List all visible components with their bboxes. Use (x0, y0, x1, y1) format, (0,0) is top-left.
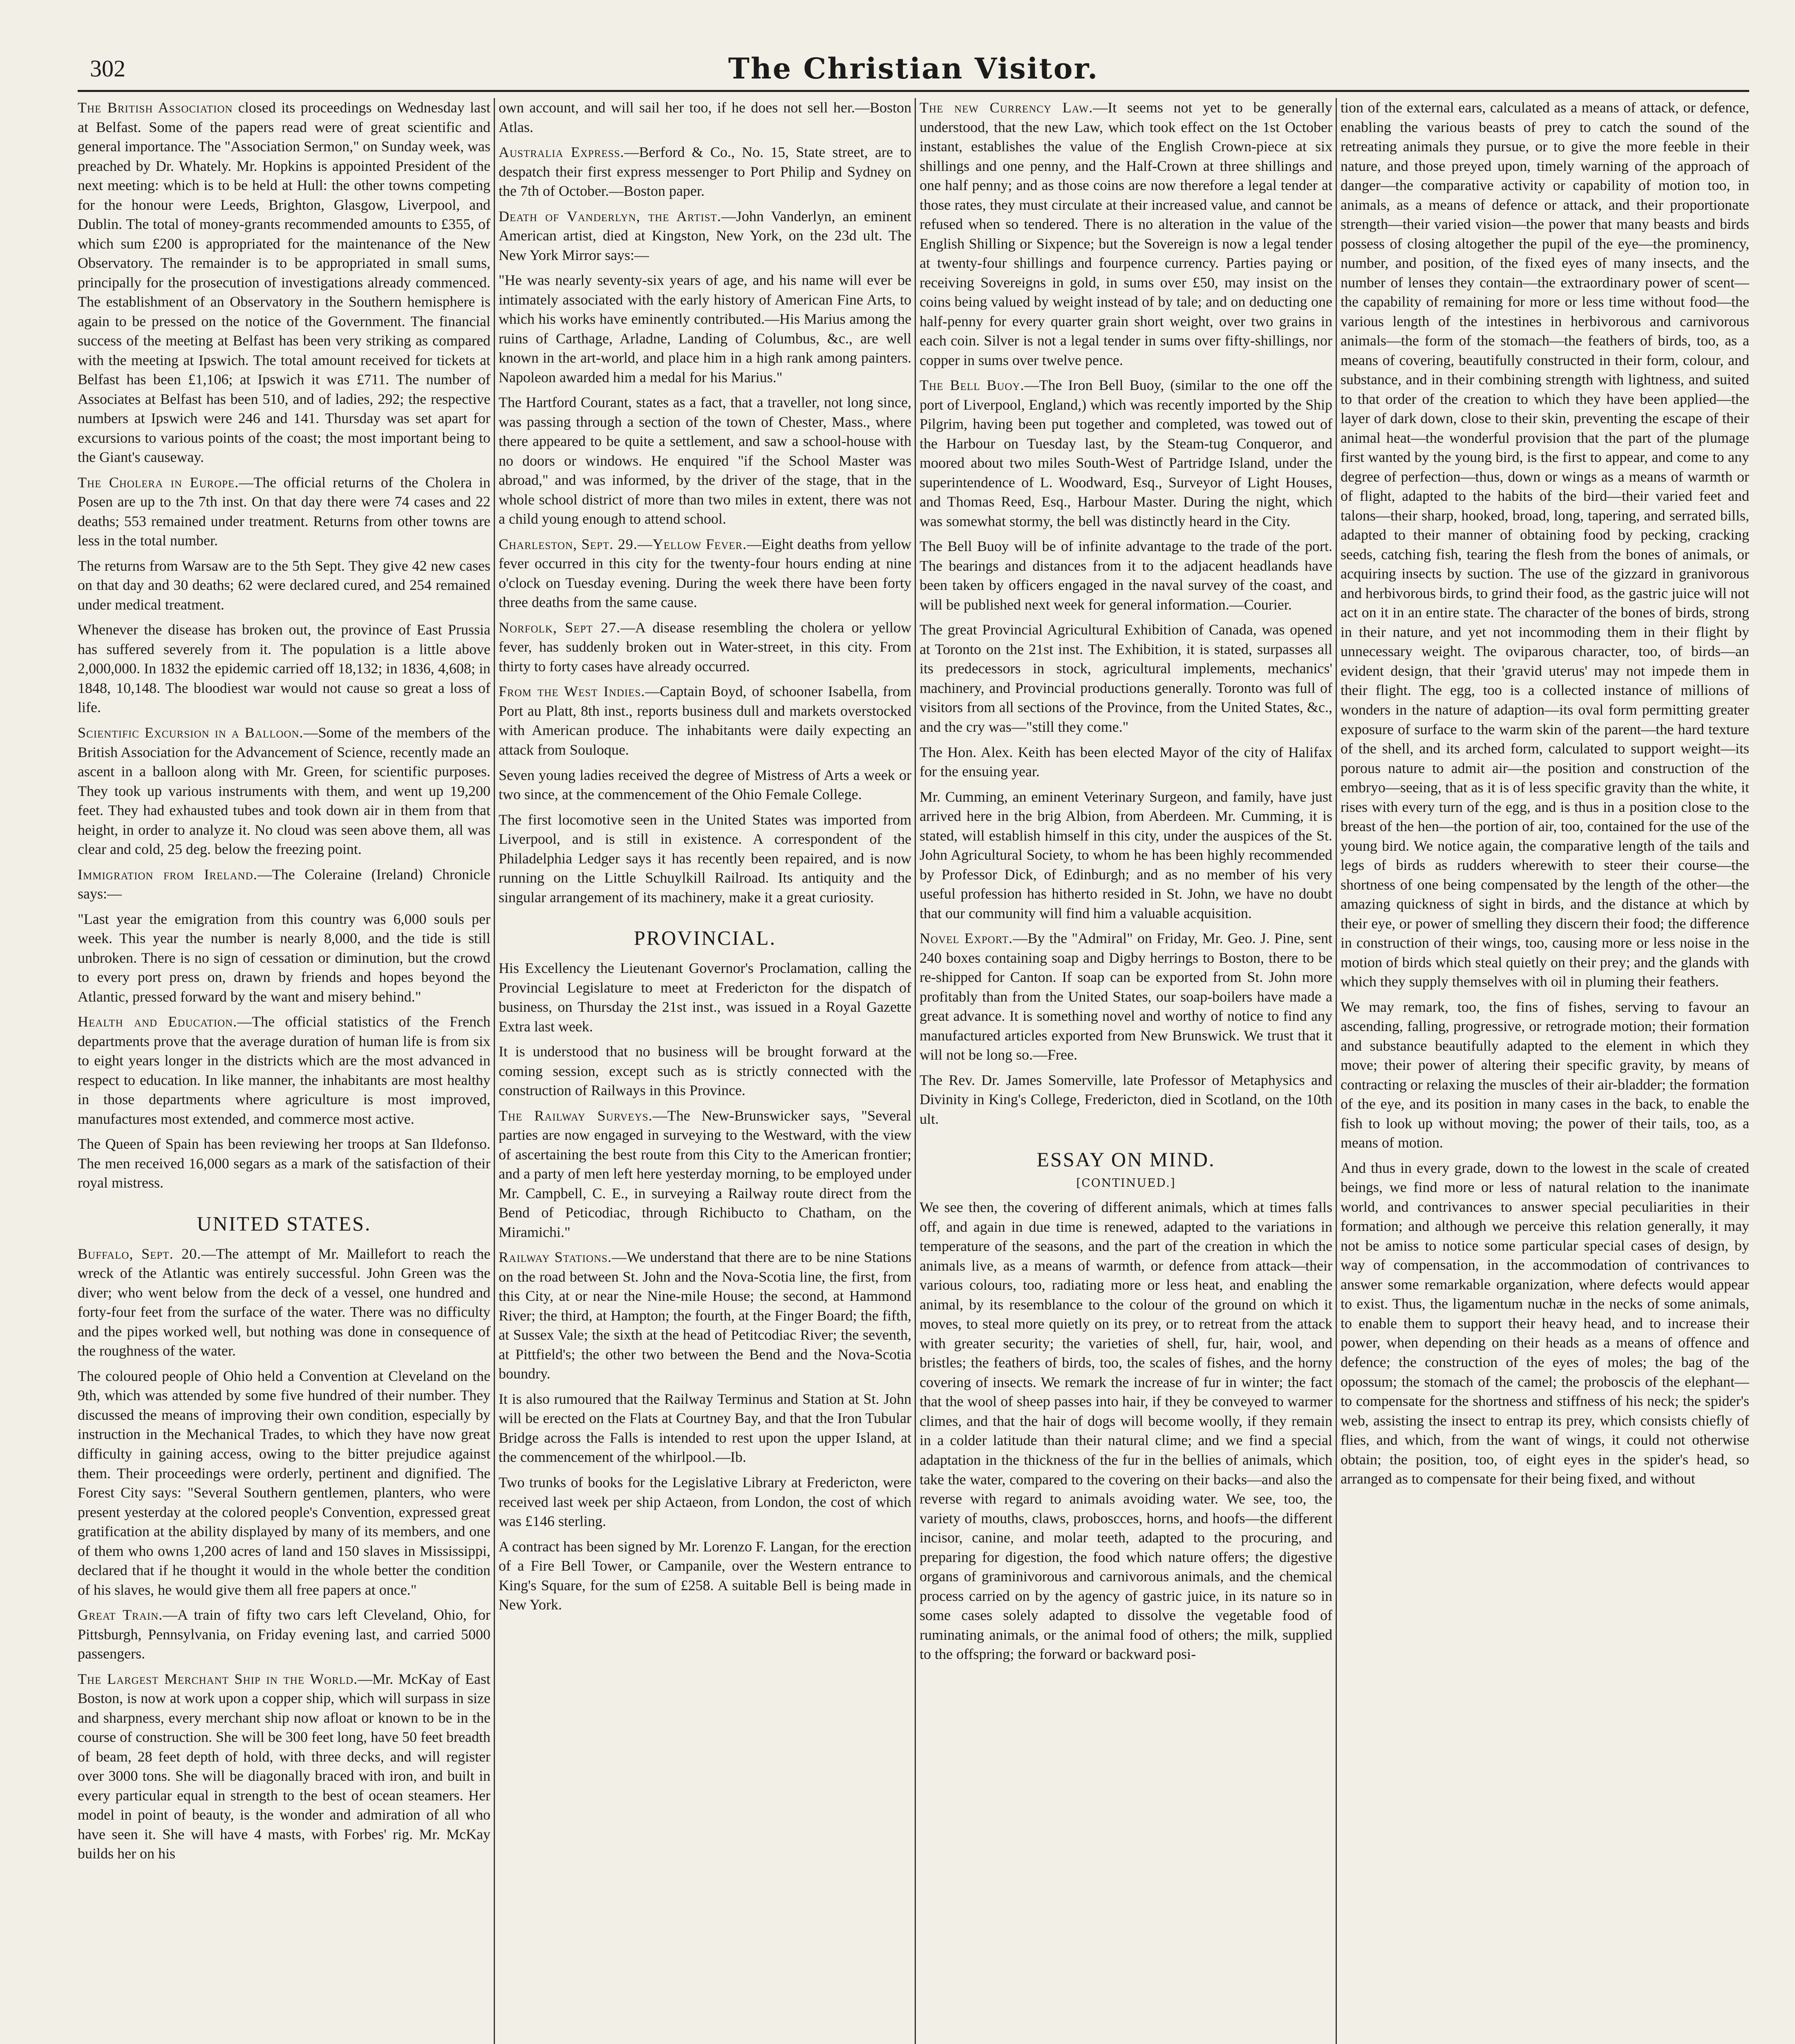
news-item (78, 1367, 490, 1600)
item-heading: Norfolk, Sept 27. (499, 619, 621, 636)
news-item (499, 393, 911, 529)
news-item (499, 143, 911, 201)
item-heading: Novel Export. (920, 930, 1013, 947)
item-text: —The attempt of Mr. Maillefort to reach the wreck of the Atlantic was entirely successful. John Green was the diver; who went below from the deck of a vessel, one hundred and forty-four feet from the surface of the water. There was no difficulty and the pipes worked well, but nothing was done in consequence of the roughness of the water. (78, 1245, 490, 1359)
item-heading: The Cholera in Europe. (78, 474, 239, 491)
news-item (1341, 98, 1749, 992)
news-item (920, 620, 1332, 737)
news-item (920, 929, 1332, 1065)
news-item (499, 1042, 911, 1100)
item-text: —The New-Brunswicker says, "Several parties are now engaged in surveying to the Westward, with the view of ascertaining the best route from this City to the American frontier; and a party of men left here yesterday morning, to be employed under Mr. Campbell, C. E., in surveying a Railway route direct from the Bend of Peticodiac, through Richibucto to Chatham, on the Miramichi." (499, 1107, 911, 1240)
item-text: It is also rumoured that the Railway Terminus and Station at St. John will be erected on the Flats at Courtney Bay, and that the Iron Tubular Bridge across the Falls is intended to rest upon the upper Island, at the commencement of the whirlpool.—Ib. (499, 1390, 911, 1466)
column-1 (78, 98, 490, 2044)
news-item (499, 810, 911, 908)
news-item (1341, 997, 1749, 1153)
item-text: own account, and will sail her too, if he does not sell her.—Boston Atlas. (499, 99, 911, 135)
section-heading: ESSAY ON MIND. (1036, 1148, 1215, 1171)
item-heading: The Largest Merchant Ship in the World. (78, 1670, 358, 1687)
masthead-title: The Christian Visitor. (728, 52, 1099, 85)
news-item (78, 910, 490, 1007)
news-item (78, 865, 490, 904)
item-text: The Rev. Dr. James Somerville, late Professor of Metaphysics and Divinity in King's College, Fredericton, died in Scotland, on the 10th ult. (920, 1071, 1332, 1127)
news-item (78, 723, 490, 859)
item-text: We see then, the covering of different animals, which at times falls off, and again in due time is renewed, adapted to the variations in temperature of the seasons, and the part of the creation in which the animals live, as a means of warmth, or defence from attack—their various colours, too, radiating more or less heat, and enabling the animal, by its resemblance to the colour of the ground on which it moves, to steal more quietly on its prey, or to retreat from the attack with greater security; the varieties of shell, fur, hair, wool, and bristles; the feathers of birds, too, the scales of fishes, and the horny covering of insects. We remark the increase of fur in winter; the fact that the wool of sheep passes into hair, if they be conveyed to warmer climes, and that the hair of dogs will become woolly, if they remain in a colder latitude than their natural clime; and we find a special adaptation in the thickness of the fur in the bellies of animals, which take the water, compared to the covering on their backs—and also the reverse with regard to animals avoiding water. We see, too, the variety of mouths, claws, proboscces, horns, and hoofs—the different incisor, canine, and molar teeth, adapted to the procuring, and preparing for digestion, the food which nature offers; the digestive organs of graminivorous and carnivorous animals, and the chemical process carried on by the agency of gastric juice, in its nature so in some cases solely adapted to dissolve the vegetable food of ruminating animals, or the animal food of others; the milk, supplied to the offspring; the forward or backward posi- (920, 1199, 1332, 1663)
item-text: —By the "Admiral" on Friday, Mr. Geo. J. Pine, sent 240 boxes containing soap and Digby herrings to Boston, there to be re-shipped for Canton. If soap can be exported from St. John more profitably than from the United States, our soap-boilers have made a great advance. It is something novel and worthy of notice to find any manufactured articles exported from New Brunswick. We trust that it will not be long so.—Free. (920, 930, 1332, 1063)
item-text: —The Iron Bell Buoy, (similar to the one off the port of Liverpool, England,) which was recently imported by the Ship Pilgrim, having been put together and completed, was towed out of the Harbour on Tuesday last, by the Steam-tug Conqueror, and moored about two miles South-West of Partridge Island, under the superintendence of L. Woodward, Esq., Surveyor of Light Houses, and Thomas Reed, Esq., Harbour Master. During the night, which was somewhat stormy, the bell was distinctly heard in the City. (920, 377, 1332, 529)
item-text: The Queen of Spain has been reviewing her troops at San Ildefonso. The men received 16,000 segars as a mark of the satisfaction of their royal mistress. (78, 1136, 490, 1191)
item-heading: From the West Indies. (499, 683, 645, 700)
news-item (499, 535, 911, 612)
news-item (499, 1537, 911, 1615)
section-note: [CONTINUED.] (1076, 1176, 1176, 1190)
item-text: The Bell Buoy will be of infinite advantage to the trade of the port. The bearings and distances from it to the adjacent headlands have been taken by officers engaged in the naval survey of the coast, and will be published next week for general information.—Courier. (920, 538, 1332, 613)
news-item (78, 1605, 490, 1664)
item-text: —A train of fifty two cars left Cleveland, Ohio, for Pittsburgh, Pennsylvania, on Friday evening last, and carried 5000 passengers. (78, 1607, 490, 1662)
item-heading: Immigration from Ireland. (78, 866, 257, 883)
item-heading: The new Currency Law. (920, 99, 1093, 116)
news-item (78, 473, 490, 551)
news-item (499, 618, 911, 677)
item-text: —We understand that there are to be nine Stations on the road between St. John and the Nova-Scotia line, the first, from this City, at or near the Nine-mile House; the second, at Hammond River; the third, at Hampton; the fourth, at the Finger Board; the fifth, at Sussex Vale; the sixth at the head of Petitcodiac River; the seventh, at Pittfield's; the other two between the Bend and the Nova-Scotia boundry. (499, 1249, 911, 1382)
item-text: —John Vanderlyn, an eminent American artist, died at Kingston, New York, on the 23d ult. The New York Mirror says:— (499, 208, 911, 263)
item-text: Seven young ladies received the degree of Mistress of Arts a week or two since, at the commencement of the Ohio Female College. (499, 766, 911, 803)
item-text: The coloured people of Ohio held a Convention at Cleveland on the 9th, which was attended by some five hundred of their number. They discussed the means of improving their own condition, especially by instruction in the Mechanical Trades, to which they have now great difficulty in gaining access, owing to the bitter prejudice against them. Their proceedings were orderly, pertinent and dignified. The Forest City says: "Several Southern gentlemen, planters, who were present yesterday at the colored people's Convention, expressed great gratification at the ability displayed by many of its members, and one of them who owns 1,200 acres of land and 150 slaves in Mississippi, declared that if he thought it would in the whole better the condition of his slaves, he would give them all free papers at once." (78, 1367, 490, 1598)
item-text: "Last year the emigration from this country was 6,000 souls per week. This year the number is nearly 8,000, and the tide is still unbroken. There is no sign of cessation or diminution, but the crowd to every port press on, drawn by friends and hopes beyond the Atlantic, pressed forward by the want and misery behind." (78, 910, 490, 1005)
news-item (499, 271, 911, 387)
news-item (1341, 1159, 1749, 1489)
section-heading: PROVINCIAL. (633, 926, 777, 950)
item-text: —The official statistics of the French departments prove that the average duration of human life is from six to eight years longer in the districts which are the most advanced in respect to education. In like manner, the inhabitants are most healthy in those departments where agriculture is most improved, manufactures most extended, and commerce most active. (78, 1013, 490, 1127)
news-item (78, 1134, 490, 1193)
column-3 (920, 98, 1332, 2044)
section-heading: UNITED STATES. (197, 1212, 372, 1235)
news-item (499, 682, 911, 760)
item-heading: Australia Express. (499, 144, 624, 161)
news-item (78, 98, 490, 467)
item-text: His Excellency the Lieutenant Governor's Proclamation, calling the Provincial Legislature to meet at Fredericton for the dispatch of business, on Thursday the 21st inst., was issued in a Royal Gazette Extra last week. (499, 960, 911, 1035)
item-text: tion of the external ears, calculated as a means of attack, or defence, enabling the various beasts of prey to catch the sound of the retreating animals they pursue, or to give the more feeble in their nature, and those preyed upon, timely warning of the approach of danger—the comparative activity or capability of motion too, in animals, as a means of defence or attack, and their proportionate strength—their varied vision—the power that many beasts and birds possess of closing altogether the pupil of the eye—the prominency, number, and position, of the fixed eyes of many insects, and the number of lenses they contain—the extraordinary power of scent—the capability of remaining for more or less time without food—the various length of the intestines in herbivorous and carnivorous animals—the form of the stomach—the feathers of birds, too, as a means of covering, beautifully constructed in their form, colour, and substance, and in their combining strength with lightness, and suited to that order of the creation to which they have been applied—the layer of dark down, close to their skin, preventing the escape of their animal heat—the wonderful provision that the part of the plumage first wanted by the young bird, is the first to appear, and come to any degree of perfection—thus, down or wings as a means of warmth or of flight, adapted to the habits of the bird—their varied feet and talons—their sharp, hooked, broad, long, tapering, and serrated bills, adapted to their manner of obtaining food by pecking, cracking seeds, catching fish, tearing the flesh from the bones of animals, or acquiring insects by suction. The use of the gizzard in granivorous and herbivorous birds, to grind their food, as the gastric juice will not act on it in an entire state. The character of the bones of birds, strong in their nature, and yet not incommoding them in their flight by unnecessary weight. The oviparous character, too, of birds—an evident design, that their 'gravid uterus' may not impede them in their flight. The egg, too is a collected instance of millions of wonders in the nature of adaption—its oval form permitting greater exposure of surface to the warm skin of the parent—the hard texture of the shell, and its arched form, calculated to support weight—its porous nature to admit air—the position and construction of the embryo—seeing, that as it is of less specific gravity than the white, it rises with every turn of the egg, and is thus in a position close to the breast of the hen—the portion of air, too, contained for the use of the young bird. We notice again, the comparative length of the tails and legs of birds as rudders wherewith to steer their course—the shortness of one being compensated by the length of the other—the amazing quickness of sight in birds, and the distance at which by their eye, or power of smelling they discern their food; the difference in construction of their wings, too, causing more or less noise in the motion of birds which steal quietly on their prey; and the glands with which they supply themselves with oil in pluming their feathers. (1341, 99, 1749, 990)
item-text: —The Coleraine (Ireland) Chronicle says:— (78, 866, 490, 902)
news-item (78, 1670, 490, 1864)
item-text: "He was nearly seventy-six years of age, and his name will ever be intimately associated with the early history of American Fine Arts, to which his works have eminently contributed.—His Marius among the ruins of Carthage, Arladne, Landing of Columbus, &c., are well known in the art-world, and place him in a high rank among painters. Napoleon awarded him a medal for his Marius." (499, 272, 911, 385)
news-item (499, 1473, 911, 1531)
item-text: And thus in every grade, down to the lowest in the scale of created beings, we find more or less of natural relation to the inanimate world, and contrivances to answer special peculiarities in their formation; and although we perceive this relation generally, it may not be amiss to notice some particular special cases of design, by way of compensation, in the accommodation of contrivances to answer some remarkable organization, where defects would appear to exist. Thus, the ligamentum nuchæ in the necks of some animals, to enable them to support their heavy head, and to increase their power, when depending on their heads as a means of offence and defence; the construction of the eyes of moles; the bag of the opossum; the stomach of the camel; the proboscis of the elephant—to compensate for the shortness and stiffness of his neck; the spider's web, assisting the insect to entrap its prey, which consists chiefly of flies, and which, from the want of wings, it could not otherwise obtain; the position, too, of eight eyes in the spider's head, so arranged as to compensate for their being fixed, and without (1341, 1159, 1749, 1487)
item-heading: Railway Stations. (499, 1249, 612, 1266)
news-item (920, 1198, 1332, 1664)
item-text: The first locomotive seen in the United States was imported from Liverpool, and is still in existence. A correspondent of the Philadelphia Ledger says it has recently been repaired, and is now running on the Little Schuylkill Railroad. Its antiquity and the singular arrangement of its machinery, make it a great curiosity. (499, 811, 911, 905)
news-item (920, 537, 1332, 614)
item-heading: Buffalo, Sept. 20. (78, 1245, 201, 1262)
news-item (499, 766, 911, 805)
news-item (920, 743, 1332, 782)
item-text: —A disease resembling the cholera or yellow fever, has suddenly broken out in Water-street, in this city. From thirty to forty cases have already occurred. (499, 619, 911, 675)
news-item (920, 98, 1332, 370)
news-item (920, 376, 1332, 531)
news-item (499, 1106, 911, 1242)
news-item (499, 98, 911, 137)
news-item (499, 1390, 911, 1467)
item-text: —It seems not yet to be generally understood, that the new Law, which took effect on the 1st October instant, establishes the value of the English Crown-piece at six shillings and one penny, and the Half-Crown at three shillings and one half penny; and as those coins are now therefore a legal tender at those rates, they must circulate at their increased value, and cannot be refused when so tendered. There is no alteration in the value of the English Shilling or Sixpence; but the Sovereign is now a legal tender at twenty-four shillings and fourpence currency. Parties paying or receiving Sovereigns in gold, in sums over £50, may insist on the coins being valued by weight instead of by tale; and on deducting one half-penny for every quarter grain short weight, over two grains in each coin. Silver is not a legal tender in sums over fifty-shillings, nor copper in sums over twelve pence. (920, 99, 1332, 368)
news-item (499, 959, 911, 1036)
item-heading: The Railway Surveys. (499, 1107, 653, 1124)
news-item (78, 556, 490, 615)
news-item (920, 1071, 1332, 1129)
item-heading: The British Association (78, 99, 233, 116)
item-heading: Scientific Excursion in a Balloon. (78, 724, 304, 741)
item-text: The Hon. Alex. Keith has been elected Mayor of the city of Halifax for the ensuing year. (920, 744, 1332, 780)
item-text: The great Provincial Agricultural Exhibition of Canada, was opened at Toronto on the 21st inst. The Exhibition, it is stated, surpasses all its predecessors in stock, agricultural implements, mechanics' machinery, and Provincial productions generally. Toronto was full of visitors from all sections of the Province, from the United States, &c., and the cry was—"still they come." (920, 621, 1332, 735)
news-item (499, 207, 911, 265)
item-text: Whenever the disease has broken out, the province of East Prussia has suffered severely from it. The population is a little above 2,000,000. In 1832 the epidemic carried off 18,132; in 1836, 4,608; in 1848, 10,148. The bloodiest war would not cause so great a loss of life. (78, 621, 490, 716)
newspaper-page (78, 53, 1749, 2044)
news-item (78, 620, 490, 717)
news-item (78, 1244, 490, 1361)
article-columns (78, 98, 1749, 2044)
item-text: closed its proceedings on Wednesday last at Belfast. Some of the papers read were of great scientific and general importance. The "Association Sermon," on Sunday week, was preached by Dr. Whately. Mr. Hopkins is appointed President of the next meeting: which is to be held at Hull: the other towns competing for the honour were Leeds, Brighton, Glasgow, Liverpool, and Dublin. The total of money-grants recommended amounts to £355, of which sum £200 is appropriated for the maintenance of the New Observatory. The remainder is to be appropriated in small sums, principally for the prosecution of investigations already commenced. The establishment of an Observatory in the Southern hemisphere is again to be pressed on the notice of the Government. The financial success of the meeting at Belfast has been very striking as compared with the meeting at Ipswich. The total amount received for tickets at Belfast has been £1,106; at Ipswich it was £711. The number of Associates at Belfast has been 510, and of ladies, 292; the respective numbers at Ipswich were 246 and 141. Thursday was set apart for excursions to various points of the coast; the most important being to the Giant's causeway. (78, 99, 490, 466)
column-4 (1341, 98, 1749, 2044)
item-text: —Berford & Co., No. 15, State street, are to despatch their first express messenger to Port Philip and Sydney on the 7th of October.—Boston paper. (499, 144, 911, 199)
item-text: Two trunks of books for the Legislative Library at Fredericton, were received last week per ship Actaeon, from London, the cost of which was £146 sterling. (499, 1474, 911, 1530)
item-heading: Charleston, Sept. 29.—Yellow Fever. (499, 536, 747, 552)
item-text: —Some of the members of the British Association for the Advancement of Science, recently made an ascent in a balloon along with Mr. Green, for scientific purposes. They took up various instruments with them, and went up 19,200 feet. They had exhausted tubes and took down air in them from that height, in order to analyze it. No cloud was seen above them, all was clear and cold, 25 deg. below the freezing point. (78, 724, 490, 858)
item-text: —Captain Boyd, of schooner Isabella, from Port au Platt, 8th inst., reports business dull and markets overstocked with American produce. The inhabitants were daily expecting an attack from Souloque. (499, 683, 911, 758)
item-text: The returns from Warsaw are to the 5th Sept. They give 42 new cases on that day and 30 deaths; 62 were declared cured, and 254 remained under medical treatment. (78, 557, 490, 613)
news-item (920, 787, 1332, 923)
column-2 (499, 98, 911, 2044)
item-heading: The Bell Buoy. (920, 377, 1025, 394)
item-text: The Hartford Courant, states as a fact, that a traveller, not long since, was passing through a section of the town of Chester, Mass., where there appeared to be quite a settlement, and saw a school-house with no doors or windows. He enquired "if the School Master was abroad," and was informed, by the driver of the stage, that in the whole school district of more than two miles in extent, there was not a child young enough to attend school. (499, 394, 911, 527)
item-text: —Mr. McKay of East Boston, is now at work upon a copper ship, which will surpass in size and sharpness, every merchant ship now afloat or known to be in the course of construction. She will be 300 feet long, have 50 feet breadth of beam, 28 feet depth of hold, with three decks, and will register over 3000 tons. She will be diagonally braced with iron, and built in every particular equal in strength to the best of ocean steamers. Her model in point of beauty, is the wonder and admiration of all who have seen it. She will have 4 masts, with Forbes' rig. Mr. McKay builds her on his (78, 1670, 490, 1862)
item-heading: Great Train. (78, 1607, 163, 1623)
item-text: —Eight deaths from yellow fever occurred in this city for the twenty-four hours ending at nine o'clock on Tuesday evening. During the week there have been forty three deaths from the same cause. (499, 536, 911, 611)
item-text: Mr. Cumming, an eminent Veterinary Surgeon, and family, have just arrived here in the brig Albion, from Aberdeen. Mr. Cumming, it is stated, will establish himself in this city, under the auspices of the St. John Agricultural Society, to whom he has been highly recommended by Professor Dick, of Edinburgh; and as no member of his very useful profession has hitherto resided in St. John, we have no doubt that our community will find him a valuable acquisition. (920, 788, 1332, 921)
item-heading: Death of Vanderlyn, the Artist. (499, 208, 721, 224)
page-number: 302 (90, 55, 125, 82)
item-text: —The official returns of the Cholera in Posen are up to the 7th inst. On that day there were 74 cases and 22 deaths; 553 remained under treatment. Returns from other towns are less in the total number. (78, 474, 490, 549)
item-text: It is understood that no business will be brought forward at the coming session, except such as is strictly connected with the construction of Railways in this Province. (499, 1043, 911, 1099)
item-text: We may remark, too, the fins of fishes, serving to favour an ascending, falling, progressive, or retrograde motion; their formation and substance beautifully adapted to the element in which they move; their power of altering their specific gravity, by means of contracting or relaxing the muscles of their air-bladder; the formation of the eye, and its position in many cases in the back, to enable the fish to look up without moving; the power of their tails, too, as a means of motion. (1341, 998, 1749, 1151)
news-item (78, 1012, 490, 1129)
item-text: A contract has been signed by Mr. Lorenzo F. Langan, for the erection of a Fire Bell Tower, or Campanile, over the Western entrance to King's Square, for the sum of £258. A suitable Bell is being made in New York. (499, 1538, 911, 1613)
item-heading: Health and Education. (78, 1013, 237, 1030)
news-item (499, 1248, 911, 1384)
page-header (78, 53, 1749, 92)
